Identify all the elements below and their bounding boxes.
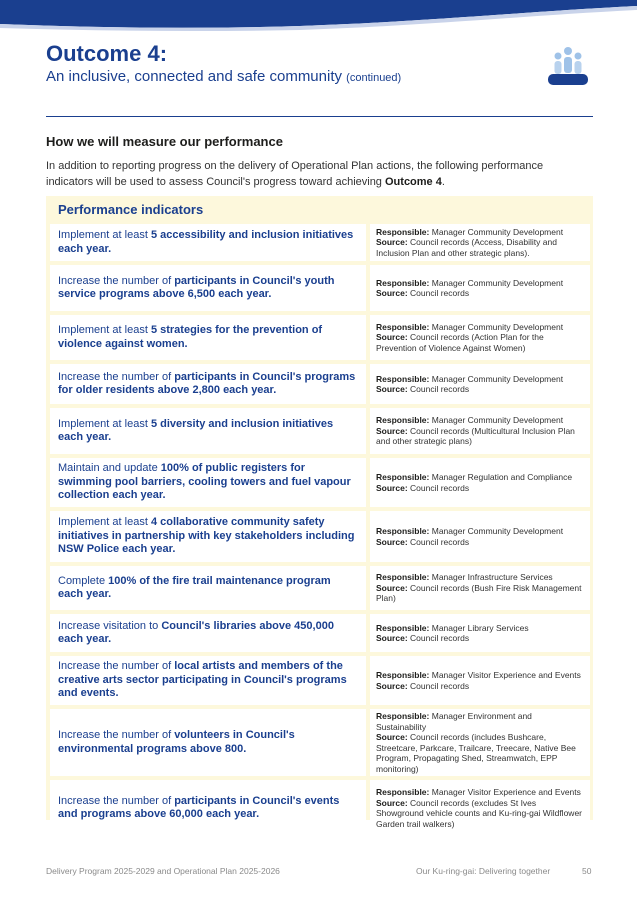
page-subtitle	[46, 67, 516, 88]
source-label: Source:	[376, 425, 408, 436]
indicator-details	[370, 566, 590, 610]
source-label: Source:	[376, 536, 408, 547]
responsible-value: Manager Infrastructure Services	[429, 572, 553, 583]
intro-paragraph	[46, 158, 586, 190]
indicator-lead: Increase the number of	[58, 794, 175, 807]
indicator-lead: Increase the number of	[58, 729, 175, 741]
indicator-lead: Increase the number of	[58, 660, 175, 673]
indicator-measure	[50, 709, 366, 776]
responsible-label: Responsible:	[376, 226, 430, 237]
indicator-target: volunteers in Council's environmental programs above 800.	[58, 729, 295, 755]
source-value: Council records	[407, 384, 470, 394]
source-value: Council records	[407, 482, 470, 493]
indicator-target: participants in Council's programs for older residents above 2,800 each year.	[58, 370, 356, 396]
indicator-target: 4 collaborative community safety initiatives in partnership with key stakeholders including NSW Police each year.	[58, 516, 355, 556]
intro-text: In addition to reporting progress on the delivery of Operational Plan actions, the following performance indicators will be used to assess Council's progress toward achieving	[46, 160, 544, 188]
indicator-row	[50, 709, 590, 776]
responsible-label: Responsible:	[376, 277, 430, 288]
indicator-target: 5 accessibility and inclusion initiatives each year.	[58, 229, 354, 255]
responsible-label: Responsible:	[376, 787, 430, 797]
indicator-measure	[50, 566, 366, 610]
indicator-lead: Implement at least	[58, 324, 151, 336]
intro-outcome: Outcome 4	[385, 176, 442, 188]
responsible-label: Responsible:	[376, 472, 430, 482]
indicator-details	[370, 408, 590, 454]
header-divider	[46, 116, 593, 117]
indicator-row	[50, 224, 590, 261]
indicator-target: Council's libraries above 450,000 each year.	[58, 619, 334, 645]
source-value: Council records (includes Bushcare, Streetcare, Parkcare, Trailcare, Treecare, Native Bee Program, Propagating Shed, Streamwatch, EPP monitoring)	[376, 732, 576, 774]
indicator-lead: Implement at least	[58, 417, 151, 430]
source-value: Council records	[407, 536, 470, 547]
responsible-value: Manager Community Development	[429, 415, 564, 426]
source-label: Source:	[376, 332, 408, 343]
indicator-list	[50, 224, 590, 840]
indicator-details	[370, 224, 590, 261]
indicator-details	[370, 780, 590, 836]
indicator-row	[50, 458, 590, 507]
indicator-measure	[50, 780, 366, 836]
responsible-label: Responsible:	[376, 415, 430, 426]
indicator-measure	[50, 458, 366, 507]
indicator-measure	[50, 315, 366, 360]
responsible-label: Responsible:	[376, 373, 430, 384]
indicator-target: 5 diversity and inclusion initiatives each year.	[58, 417, 334, 443]
indicator-lead: Maintain and update	[58, 462, 161, 475]
source-value: Council records (excludes St Ives Showground vehicle counts and Ku-ring-gai Wildflower Garden trail walkers)	[376, 797, 582, 829]
indicator-row	[50, 656, 590, 705]
indicator-details	[370, 364, 590, 404]
source-label: Source:	[376, 680, 408, 691]
source-value: Council records (Access, Disability and Inclusion Plan and other strategic plans).	[376, 237, 557, 258]
responsible-value: Manager Community Development	[429, 373, 564, 384]
responsible-label: Responsible:	[376, 670, 430, 680]
source-value: Council records	[407, 633, 470, 643]
indicator-lead: Complete	[58, 574, 109, 587]
indicator-row	[50, 265, 590, 311]
indicator-target: 100% of the fire trail maintenance program each year.	[58, 574, 331, 600]
indicator-measure	[50, 408, 366, 454]
indicator-measure	[50, 265, 366, 311]
indicator-measure	[50, 364, 366, 404]
responsible-label: Responsible:	[376, 526, 430, 536]
indicator-measure	[50, 614, 366, 652]
panel-title: Performance indicators	[58, 202, 204, 217]
source-label: Source:	[376, 633, 408, 643]
indicator-details	[370, 614, 590, 652]
indicator-target: participants in Council's youth service programs above 6,500 each year.	[58, 274, 335, 300]
performance-indicators-panel	[46, 196, 593, 829]
page-title: Outcome 4:	[46, 41, 168, 66]
indicator-details	[370, 511, 590, 562]
indicator-row	[50, 364, 590, 404]
responsible-value: Manager Community Development	[429, 226, 564, 237]
header-wave-banner	[0, 0, 637, 32]
intro-end: .	[441, 176, 445, 188]
responsible-value: Manager Community Development	[429, 277, 564, 288]
source-label: Source:	[376, 384, 408, 394]
responsible-value: Manager Environment and Sustainability	[376, 711, 532, 732]
indicator-row	[50, 511, 590, 562]
indicator-row	[50, 566, 590, 610]
indicator-details	[370, 265, 590, 311]
source-value: Council records	[407, 288, 470, 298]
source-label: Source:	[376, 288, 408, 298]
indicator-target: 5 strategies for the prevention of violence against women.	[58, 324, 323, 350]
responsible-value: Manager Visitor Experience and Events	[429, 787, 581, 797]
responsible-value: Manager Community Development	[429, 321, 564, 332]
indicator-lead: Implement at least	[58, 229, 151, 241]
source-value: Council records (Action Plan for the Prevention of Violence Against Women)	[376, 332, 544, 353]
source-label: Source:	[376, 797, 408, 808]
indicator-details	[370, 315, 590, 360]
responsible-value: Manager Community Development	[429, 526, 564, 536]
indicator-measure	[50, 656, 366, 705]
source-value: Council records (Bush Fire Risk Management Plan)	[376, 582, 582, 604]
indicator-lead: Increase the number of	[58, 370, 175, 383]
indicator-measure	[50, 511, 366, 562]
source-value: Council records	[407, 680, 470, 691]
responsible-value: Manager Visitor Experience and Events	[429, 670, 581, 680]
indicator-details	[370, 458, 590, 507]
subtitle-note: (continued)	[346, 72, 402, 84]
source-label: Source:	[376, 482, 408, 493]
responsible-label: Responsible:	[376, 572, 430, 583]
indicator-details	[370, 656, 590, 705]
title-block	[46, 42, 516, 88]
indicator-lead: Implement at least	[58, 516, 151, 529]
indicator-row	[50, 780, 590, 836]
responsible-value: Manager Regulation and Compliance	[429, 472, 573, 482]
indicator-target: participants in Council's events and programs above 60,000 each year.	[58, 794, 340, 820]
source-label: Source:	[376, 237, 408, 248]
responsible-label: Responsible:	[376, 711, 430, 721]
footer-document-title: Delivery Program 2025-2029 and Operational Plan 2025-2026	[46, 866, 280, 876]
responsible-label: Responsible:	[376, 622, 430, 633]
people-group-icon	[546, 44, 590, 88]
footer-tagline: Our Ku-ring-gai: Delivering together	[416, 866, 551, 876]
footer-page-number: 50	[582, 866, 592, 876]
indicator-lead: Increase visitation to	[58, 619, 162, 632]
source-label: Source:	[376, 582, 408, 593]
responsible-label: Responsible:	[376, 321, 430, 332]
section-heading: How we will measure our performance	[46, 134, 283, 149]
indicator-target: 100% of public registers for swimming pool barriers, cooling towers and fuel vapour collection each year.	[58, 462, 351, 502]
indicator-measure	[50, 224, 366, 261]
indicator-target: local artists and members of the creative arts sector participating in Council's programs and events.	[58, 660, 347, 700]
indicator-row	[50, 408, 590, 454]
responsible-value: Manager Library Services	[429, 622, 529, 633]
source-label: Source:	[376, 732, 408, 742]
indicator-row	[50, 315, 590, 360]
indicator-details	[370, 709, 590, 776]
subtitle-text: An inclusive, connected and safe community	[46, 68, 342, 85]
source-value: Council records (Multicultural Inclusion Plan and other strategic plans)	[376, 425, 575, 447]
indicator-lead: Increase the number of	[58, 274, 175, 287]
indicator-row	[50, 614, 590, 652]
